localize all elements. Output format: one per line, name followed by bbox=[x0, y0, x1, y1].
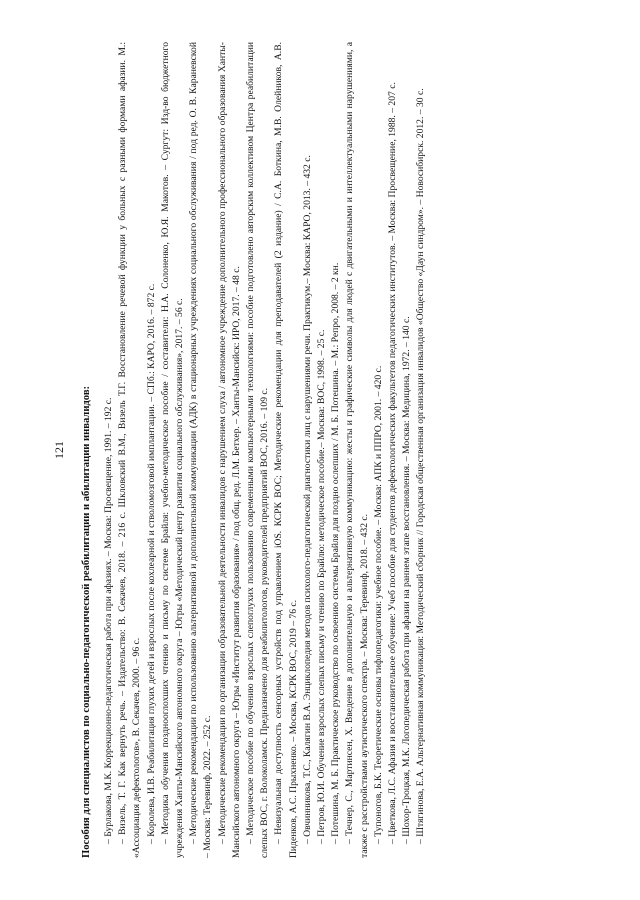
reference-item: – Течнер, С., Мартинсен, Х. Введение в дополнительную и альтернативную коммуникацию: жесты и графические символы для людей с двигательными и интеллектуальными нарушениями, а также с расстройствами аутистического спектра. – Москва: Теревинф, 2018. – 432 с. bbox=[344, 42, 370, 858]
reference-section bbox=[80, 42, 429, 858]
reference-item: – Овчинникова, Т.С., Калягин В.А. Энциклопедия методов психолого-педагогической диагностики лиц с нарушениями речи. Практикум.– Москва: КАРО, 2013. – 432 с. bbox=[301, 155, 313, 844]
rotated-page-content bbox=[40, 30, 600, 870]
section-heading: Пособия для специалистов по социально-педагогической реабилитации и абилитации инвалидов: bbox=[81, 385, 92, 858]
reference-item: – Штягинова, Е.А. Альтернативная коммуникация: Методический сборник // Городская общественная организация инвалидов «Общество «Даун синдром». – Новосибирск. 2012. – 30 с. bbox=[415, 88, 427, 844]
reference-item: – Визель, Т. Г. Как вернуть речь. – Издательство: В. Секачев, 2018. – 216 с. Шкловский В.М., Визель Т.Г. Восстановление речевой функции у больных с разными формами афазии. М.: «Ассоциация дефектологов», В. Секачев, 2000. – 96 с. bbox=[117, 42, 143, 858]
reference-item: – Цветкова, Л.С. Афазия и восстановительное обучение: Учеб пособие для студентов дефектологических факультетов педагогических институтов. – Москва: Просвещение, 1988. – 207 с. bbox=[387, 82, 399, 844]
reference-item: – Невизуальная доступность сенсорных устройств под управлением iOS. КСРК ВОС; Методические рекомендации для преподавателей (2 издание) / С.А. Боткина, М.В. Олейников, А.В. Пиденков, А.С. Прыхненко. – Москва, КСРК ВОС, 2019 – 76 с. bbox=[273, 42, 299, 858]
reference-item: – Методические рекомендации по организации образовательной деятельности инвалидов с нарушением слуха / автономное учреждение дополнительного профессионального образования Ханты-Мансийского автономного округа – Югры «Институт развития образования» / под общ. ред. Л.М. Бетхер. – Ханты-Мансийск: ИРО, 2017. – 48 с. bbox=[216, 42, 242, 858]
reference-item: – Шохор-Троцкая, М.К. Логопедическая работа при афазии на раннем этапе восстановления. – Москва: Медицина, 1972. – 140 с. bbox=[401, 316, 413, 844]
reference-item: – Методические рекомендации по использованию альтернативной и дополнительной коммуникации (АДК) в стационарных учреждениях социального обслуживания / под ред. О. В. Караневской – Москва: Теревинф, 2022. – 252 с. bbox=[188, 42, 214, 858]
reference-item: – Бурлакова, М.К. Коррекционно-педагогическая работа при афазиях. – Москва: Просвещение, 1991. – 192 с. bbox=[103, 397, 114, 844]
reference-item: – Потешина, М. Б. Практическое руководство по освоению системы Брайля для поздно ослепших / М. Б. Потешина. – М.: Репро, 2008. – 2 кн. bbox=[330, 262, 342, 844]
reference-item: – Королева, И.В. Реабилитация глухих детей и взрослых после кохлеарной и стволомозговой имплантации. – СПб.: КАРО, 2016. – 872 с. bbox=[145, 283, 157, 844]
reference-item: – Методика обучения позднооглохших чтению и письму по системе Брайля: учебно-методическое пособие / составители: Н.А. Солоненко, Ю.Я. Макотов. – Сургут: Изд-во бюджетного учреждения Ханты-Мансийского автономного округа – Югры «Методический центр развития социального обслуживания», 2017. – 56 с. bbox=[159, 42, 186, 858]
reference-item: – Петров, Ю.И. Обучение взрослых слепых письму и чтению по Брайлю: методическое пособие.– Москва: ВОС, 1998. – 25 с. bbox=[316, 329, 328, 844]
page-number: 121 bbox=[52, 441, 66, 459]
reference-item: – Тупоногов, Б.К. Теоретические основы тифлопедагогики: учебное пособие. – Москва: АПК и ППРО, 2001. – 420 с. bbox=[372, 365, 384, 844]
reference-item: – Методическое пособие по обучению взрослых слепоглухих пользованию современными компьютерными технологиями: пособие подготовлено авторским коллективом Центра реабилитации слепых ВОС, г. Волоколамск. Предназначено для реабилитологов, руководителей предприятий ВОС, 2016. – 109 с. bbox=[245, 42, 271, 858]
